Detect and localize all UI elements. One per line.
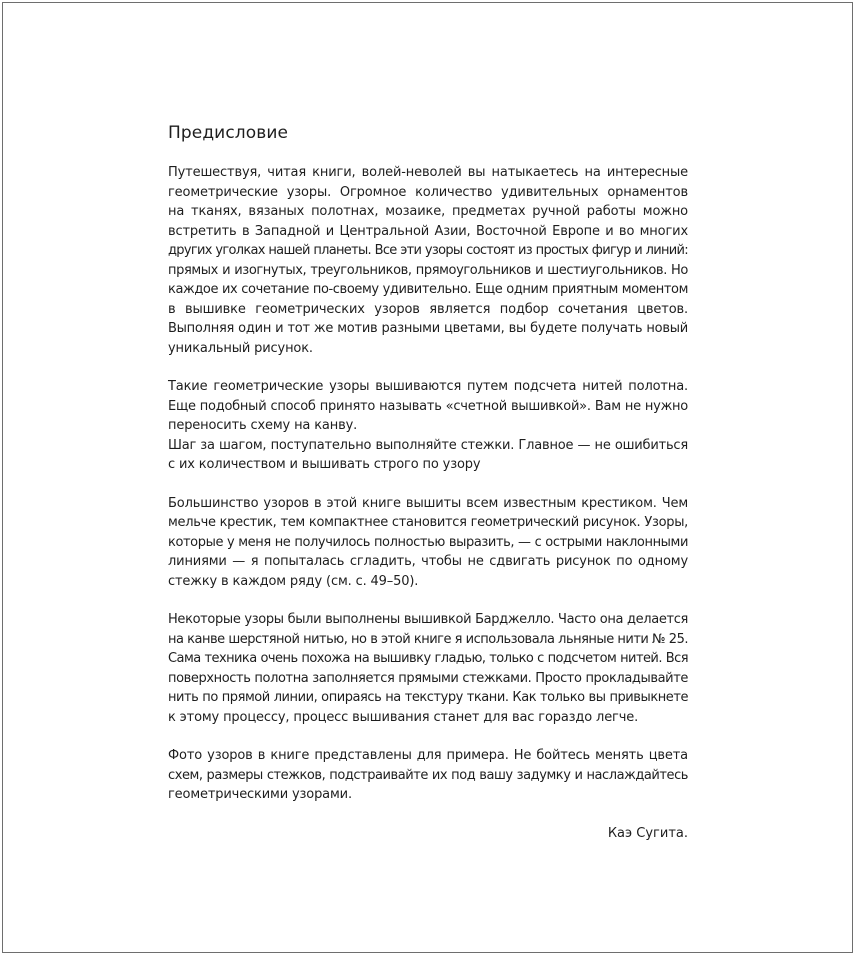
text-line: которые у меня не получилось полностью выразить, — с острыми наклонными [168, 534, 688, 550]
page-title: Предисловие [168, 123, 289, 143]
text-line: Большинство узоров в этой книге вышиты всем известным крестиком. Чем [168, 495, 688, 511]
text-line: поверхность полотна заполняется прямыми стежками. Просто прокладывайте [168, 670, 688, 686]
text-line: Выполняя один и тот же мотив разными цветами, вы будете получать новый [168, 321, 688, 336]
paragraph-photos [168, 746, 688, 805]
author-signature: Каэ Сугита. [607, 825, 688, 841]
text-line: прямых и изогнутых, треугольников, прямоугольников и шестиугольников. Но [168, 262, 688, 278]
text-line: геометрические узоры. Огромное количество удивительных орнаментов [168, 184, 688, 200]
text-line: на тканях, вязаных полотнах, мозаике, предметах ручной работы можно [168, 204, 688, 219]
text-line: переносить схему на канву. [168, 418, 358, 433]
text-line: Такие геометрические узоры вышиваются путем подсчета нитей полотна. [168, 379, 688, 394]
text-line: схем, размеры стежков, подстраивайте их под вашу задумку и наслаждайтесь [168, 767, 688, 783]
paragraph-counted-embroidery [168, 377, 688, 475]
text-line: стежку в каждом ряду (см. с. 49–50). [168, 573, 419, 589]
paragraph-intro [168, 163, 688, 358]
text-line: Шаг за шагом, поступательно выполняйте стежки. Главное — не ошибиться [168, 437, 688, 453]
text-line: других уголках нашей планеты. Все эти узоры состоят из простых фигур и линий: [168, 243, 688, 258]
text-line: с их количеством и вышивать строго по узору [168, 457, 481, 472]
text-line: геометрическими узорами. [168, 787, 352, 802]
text-line: нить по прямой линии, опираясь на текстуру ткани. Как только вы привыкнете [168, 690, 688, 705]
text-line: в вышивке геометрических узоров является подбор сочетания цветов. [168, 301, 688, 317]
text-line: каждое их сочетание по-своему удивительно. Еще одним приятным моментом [168, 282, 688, 297]
paragraph-cross-stitch [168, 494, 688, 592]
text-line: на канве шерстяной нитью, но в этой книге я использовала льняные нити № 25. [168, 631, 688, 647]
text-line: к этому процессу, процесс вышивания станет для вас гораздо легче. [168, 709, 639, 725]
text-line: Еще подобный способ принято называть «счетной вышивкой». Вам не нужно [168, 398, 688, 414]
text-line: Фото узоров в книге представлены для примера. Не бойтесь менять цвета [168, 748, 688, 763]
preface-content [168, 122, 688, 843]
text-line: уникальный рисунок. [168, 340, 313, 356]
text-line: встретить в Западной и Центральной Азии, Восточной Европе и во многих [168, 223, 688, 239]
text-line: линиями — я попыталась сгладить, чтобы не сдвигать рисунок по одному [168, 554, 688, 569]
text-line: Некоторые узоры были выполнены вышивкой Барджелло. Часто она делается [168, 612, 688, 627]
paragraph-bargello [168, 610, 688, 727]
text-line: Путешествуя, читая книги, волей-неволей вы натыкаетесь на интересные [168, 165, 688, 180]
text-line: мельче крестик, тем компактнее становится геометрический рисунок. Узоры, [168, 515, 688, 530]
text-line: Сама техника очень похожа на вышивку гладью, только с подсчетом нитей. Вся [168, 651, 688, 666]
